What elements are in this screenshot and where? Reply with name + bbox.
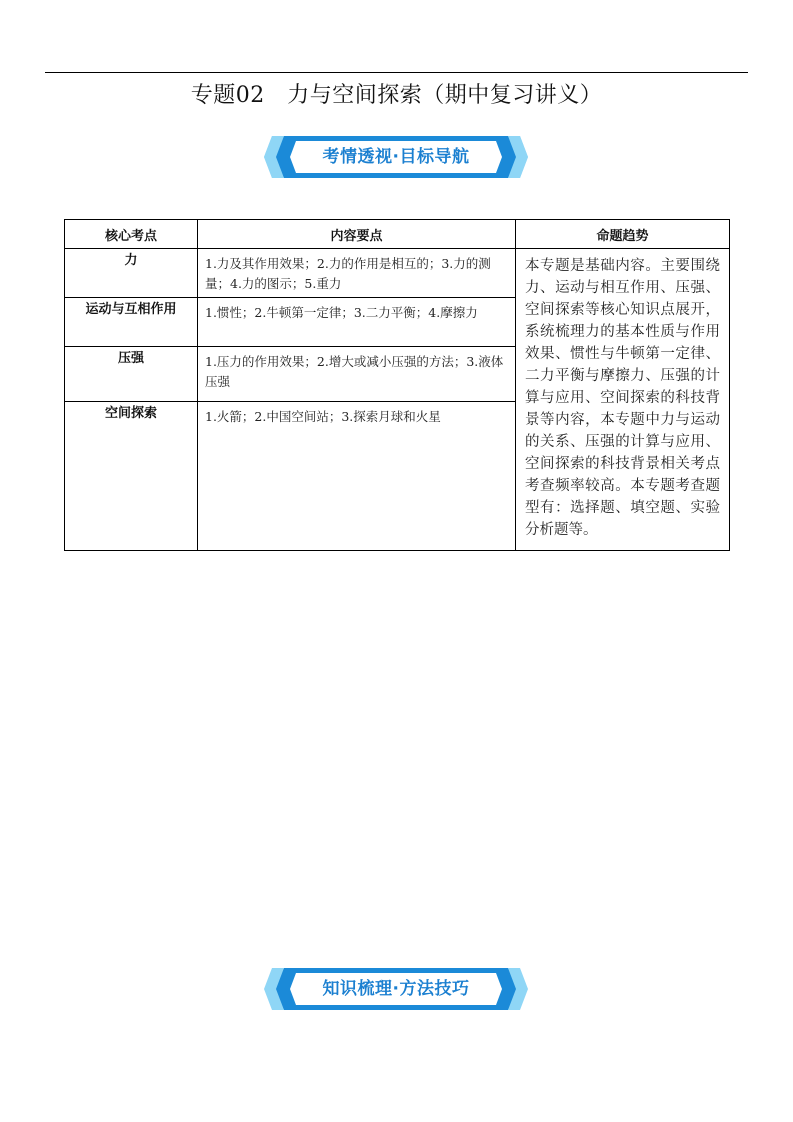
- header-core-topic: 核心考点: [65, 220, 198, 249]
- points-cell: 1.压力的作用效果；2.增大或减小压强的方法；3.液体压强: [198, 347, 516, 402]
- topic-cell: 力: [65, 249, 198, 298]
- section-banner-knowledge: [262, 966, 530, 1012]
- points-cell: 1.惯性；2.牛顿第一定律；3.二力平衡；4.摩擦力: [198, 298, 516, 347]
- table-header-row: [65, 220, 730, 249]
- topic-cell: 空间探索: [65, 402, 198, 551]
- header-rule: [45, 72, 748, 73]
- page-title: 专题02 力与空间探索（期中复习讲义）: [190, 83, 603, 108]
- exam-topics-table: [64, 219, 730, 551]
- header-trend: 命题趋势: [516, 220, 730, 249]
- points-cell: 1.火箭；2.中国空间站；3.探索月球和火星: [198, 402, 516, 551]
- points-cell: 1.力及其作用效果；2.力的作用是相互的；3.力的测量；4.力的图示；5.重力: [198, 249, 516, 298]
- topic-cell: 压强: [65, 347, 198, 402]
- topic-cell: 运动与互相作用: [65, 298, 198, 347]
- banner-title: 知识梳理·方法技巧: [322, 979, 470, 999]
- table-row: [65, 249, 730, 298]
- trend-cell: 本专题是基础内容。主要围绕力、运动与相互作用、压强、空间探索等核心知识点展开，系统梳理力的基本性质与作用效果、惯性与牛顿第一定律、二力平衡与摩擦力、压强的计算与应用、空间探索的科技背景等内容，本专题中力与运动的关系、压强的计算与应用、空间探索的科技背景相关考点考查频率较高。本专题考查题型有：选择题、填空题、实验分析题等。: [516, 249, 730, 551]
- section-banner-exam-overview: [262, 134, 530, 180]
- header-content-points: 内容要点: [198, 220, 516, 249]
- banner-title: 考情透视·目标导航: [322, 147, 470, 167]
